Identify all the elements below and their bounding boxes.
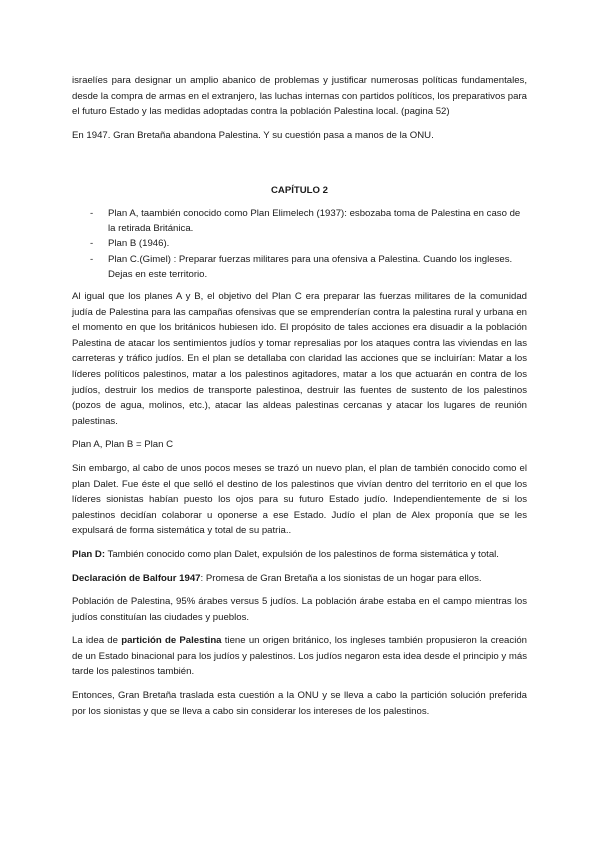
plan-list	[72, 206, 527, 282]
list-item-text: Plan A, taambién conocido como Plan Elimelech (1937): esbozaba toma de Palestina en caso de la retirada Británica.	[108, 208, 521, 235]
paragraph-body	[72, 289, 527, 719]
list-item-text: Plan C.(Gimel) : Preparar fuerzas militares para una ofensiva a Palestina. Cuando los ingleses. Dejas en este territorio.	[108, 253, 513, 280]
paragraph-5: Sin embargo, al cabo de unos pocos meses se trazó un nuevo plan, el plan de también conocido como el plan Dalet. Fue éste el que selló el destino de los palestinos que vivían dentro del territorio en el que los líderes sionistas habían puesto los ojos para su futuro Estado judío. Independientemente de si los palestinos decidían colaborar u oponerse a ese Estado. Judío el plan de Alex proponía que se les expulsará de forma sistemática y total de su patria..	[72, 462, 527, 537]
list-dash: -	[90, 208, 94, 219]
paragraph-7	[72, 571, 527, 587]
paragraph-1: israelíes para designar un amplio abanico de problemas y justificar numerosas políticas fundamentales, desde la compra de armas en el extranjero, las luchas internas con partidos políticos, los preparativos para el futuro Estado y las medidas adoptadas contra la población Palestina local. (pagina 52)	[72, 75, 527, 118]
paragraph-6-text: También conocido como plan Dalet, expulsión de los palestinos de forma sistemática y total.	[105, 548, 499, 560]
list-item-text: Plan B (1946).	[108, 238, 170, 250]
list-item	[72, 206, 527, 236]
paragraph-9	[72, 633, 527, 680]
paragraph-9-text-b: tiene un origen británico, los ingleses también propusieron la creación de un Estado binacional para los judíos y palestinos. Los judíos negaron esta idea desde el principio y más tarde los palestinos también.	[72, 635, 527, 678]
paragraph-9-text-a: La idea de	[72, 635, 122, 647]
paragraph-6-bold: Plan D:	[72, 548, 106, 560]
list-item	[72, 252, 527, 282]
paragraph-3: Al igual que los planes A y B, el objetivo del Plan C era preparar las fuerzas militares de la comunidad judía de Palestina para las campañas ofensivas que se emprenderían contra la palestina rural y urbana en el momento en que los británicos hubiesen ido. El propósito de tales acciones era disuadir a la población Palestina de atacar los sentimientos judíos y tomar represalias por los ataques contra las viviendas en las carreteras y tráfico judíos. En el plan se detallaba con claridad las acciones que se incluirían: Matar a los líderes políticos palestinos, matar a los palestinos agitadores, matar a los que actuarán en contra de los judíos, destruir los medios de transporte palestinoa, destruir las fuentes de sustento de los palestinos (pozos de agua, molinos, etc.), atacar las aldeas palestinas cercanas y atacar los lugares de reunión palestinas.	[72, 291, 527, 427]
paragraph-8: Población de Palestina, 95% árabes versus 5 judíos. La población árabe estaba en el campo mientras los judíos constituían las ciudades y pueblos.	[72, 596, 527, 623]
paragraph-9-bold: partición de Palestina	[121, 635, 222, 647]
paragraph-2: En 1947. Gran Bretaña abandona Palestina. Y su cuestión pasa a manos de la ONU.	[72, 129, 434, 141]
list-item	[72, 236, 527, 251]
paragraph-intro	[72, 73, 527, 143]
paragraph-6	[72, 547, 527, 563]
chapter-heading: CAPÍTULO 2	[270, 185, 329, 196]
paragraph-7-bold: Declaración de Balfour 1947	[72, 572, 201, 584]
list-dash: -	[90, 238, 94, 250]
paragraph-10: Entonces, Gran Bretaña traslada esta cuestión a la ONU y se lleva a cabo la partición solución preferida por los sionistas y que se lleva a cabo sin considerar los intereses de los palestinos.	[72, 690, 527, 717]
list-dash: -	[90, 253, 94, 265]
paragraph-7-text: : Promesa de Gran Bretaña a los sionistas de un hogar para ellos.	[200, 572, 482, 584]
paragraph-4: Plan A, Plan B = Plan C	[72, 439, 174, 451]
